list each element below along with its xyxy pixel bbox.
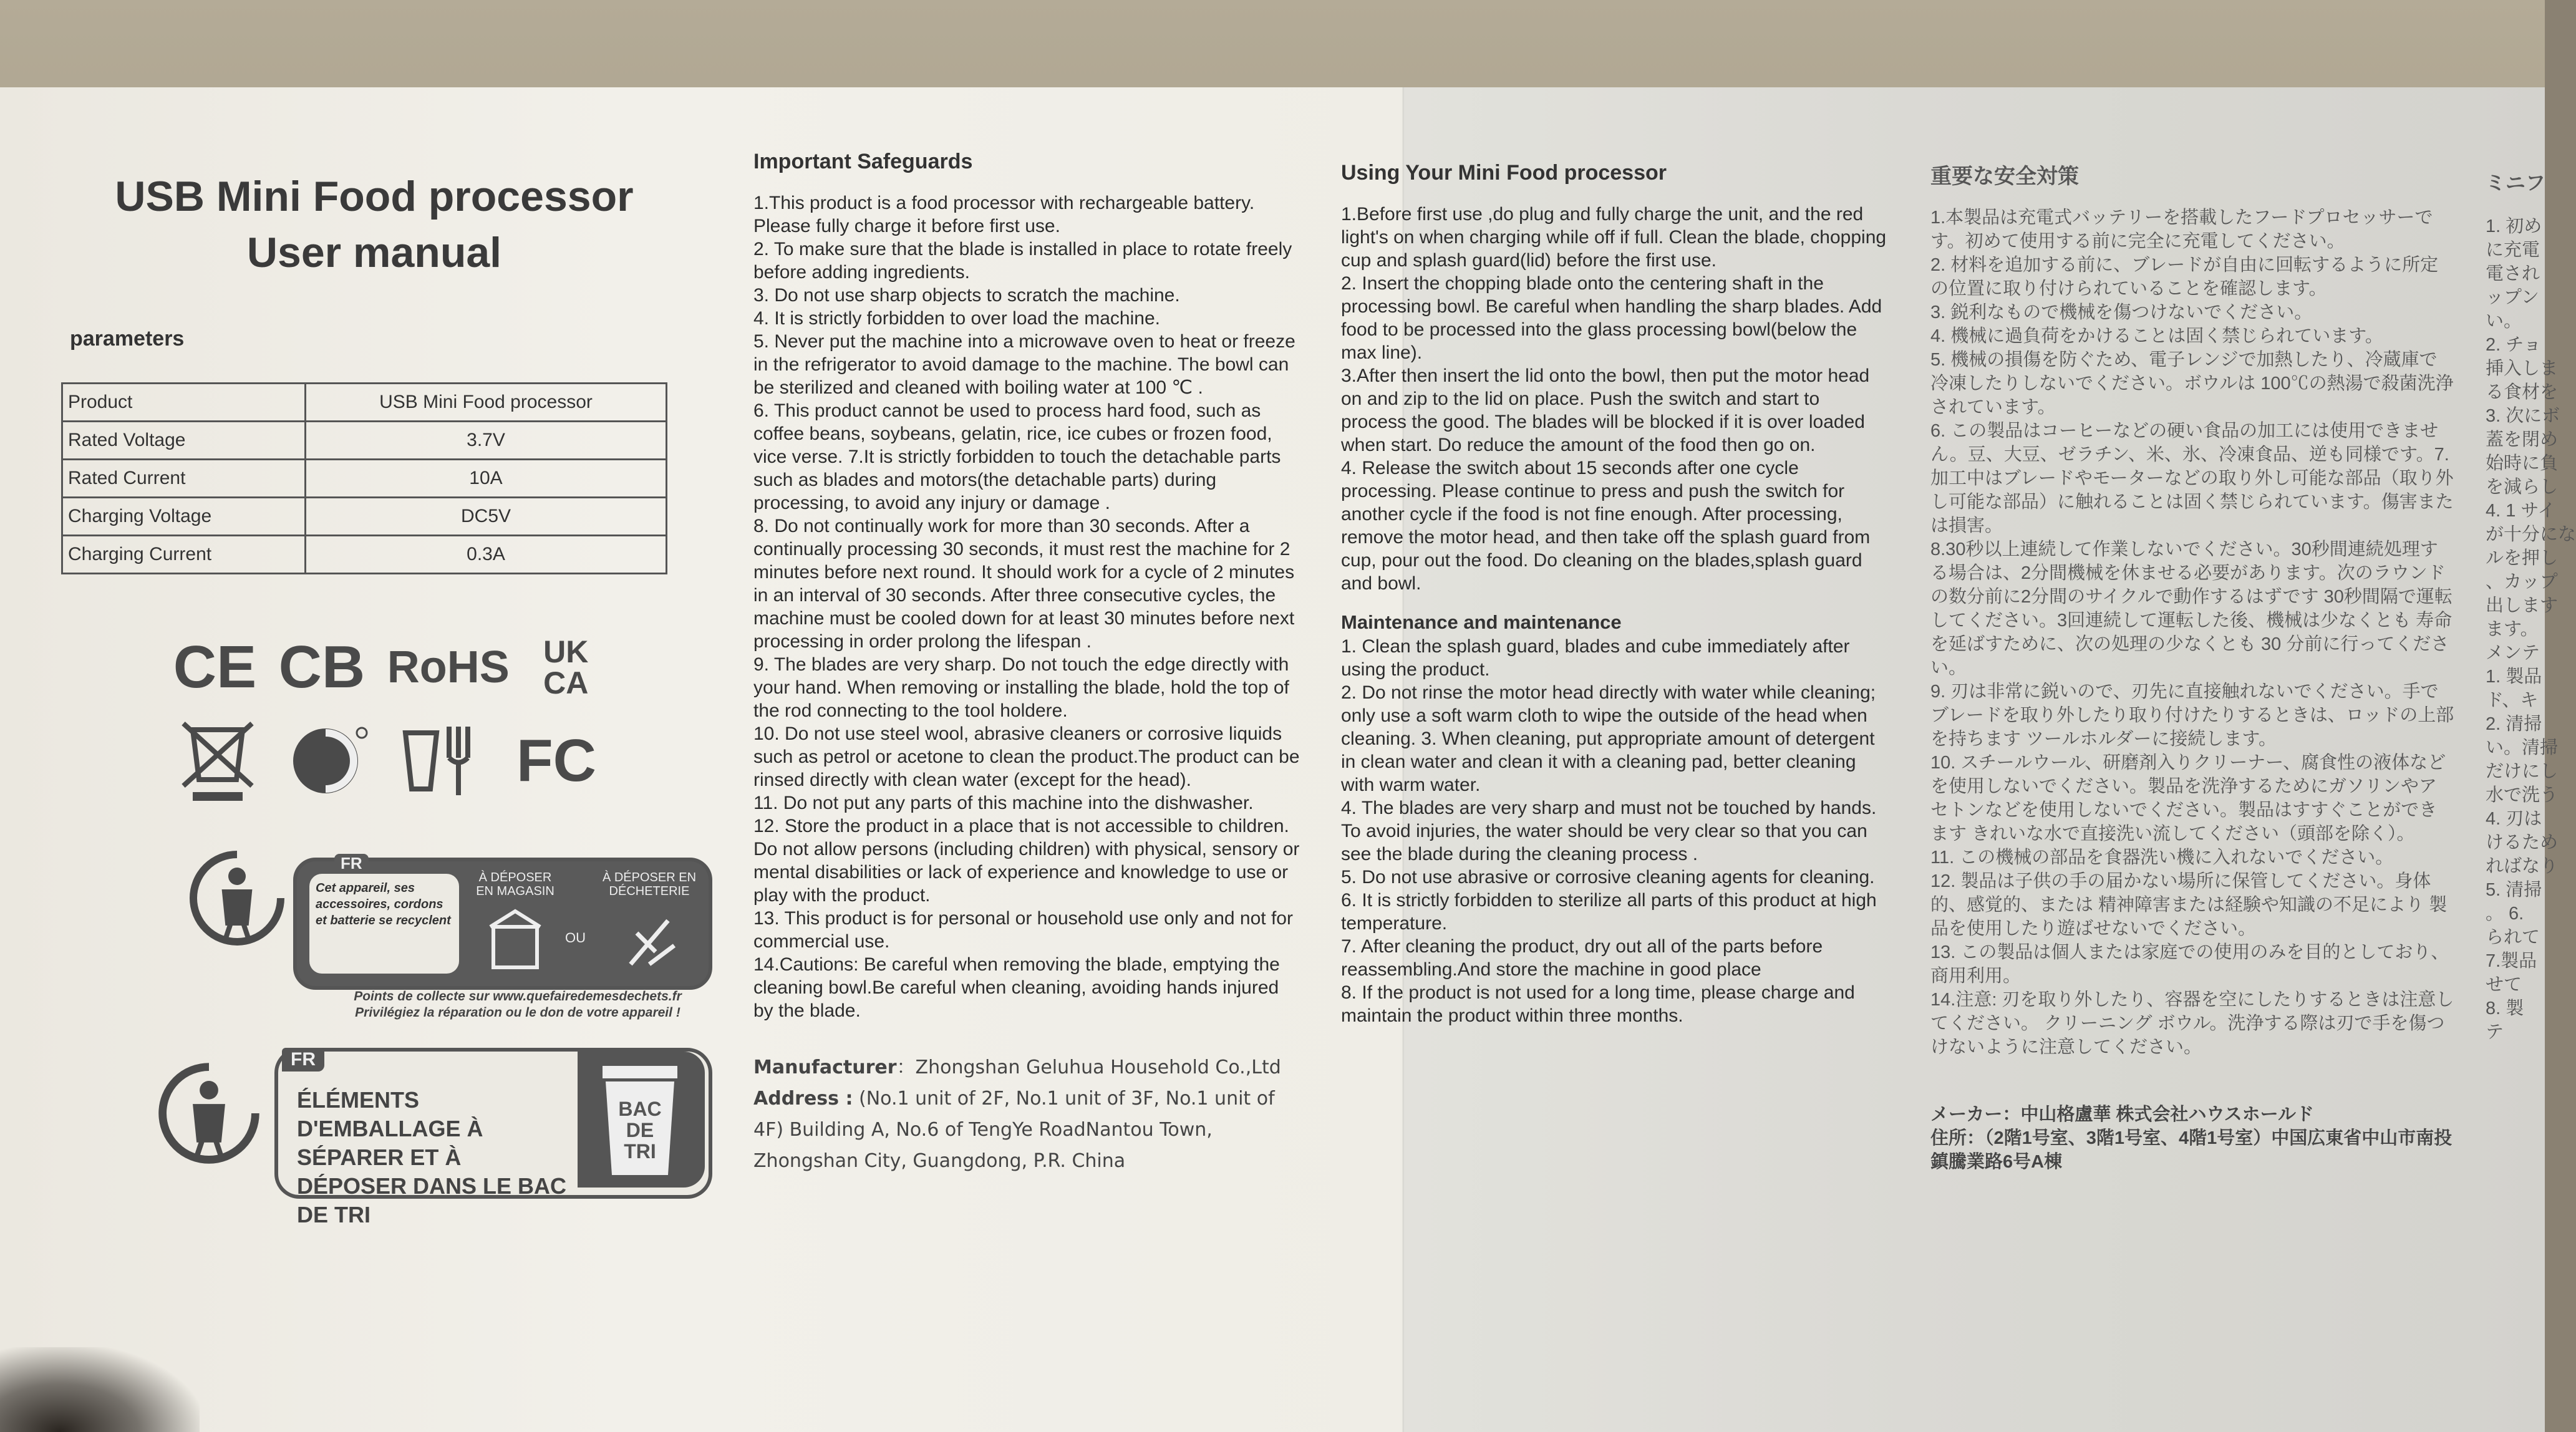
parameter-value: 3.7V <box>306 422 667 460</box>
japanese-manufacturer: メーカー：中山格盧華 株式会社ハウスホールド <box>1930 1105 2315 1125</box>
weee-bin-icon <box>177 717 258 805</box>
address-line <box>753 1083 1302 1177</box>
manufacturer-line <box>753 1052 1302 1083</box>
certification-marks-row-2 <box>162 717 611 805</box>
usage-item: 3.After then insert the lid onto the bowl, then put the motor head on and zip to the lid on place. Push the switch and start to process the good. The blades will be blocked if it is over loaded when start. Do reduce the amount of the food then go on. <box>1341 365 1870 455</box>
store-icon <box>487 908 543 970</box>
parameter-label: Rated Current <box>62 460 306 498</box>
parameter-label: Charging Current <box>62 536 306 574</box>
rohs-mark: RoHS <box>387 642 510 692</box>
safeguard-item: 3. Do not use sharp objects to scratch the machine. <box>753 285 1180 306</box>
japanese-partial-line: ド、キ <box>2486 690 2539 710</box>
safeguard-item: 1.This product is a food processor with rechargeable battery. Please fully charge it before first use. <box>753 193 1255 236</box>
safeguard-item: 9. The blades are very sharp. Do not touch the edge directly with your hand. When removing or installing the blade, hold the top of the rod connecting to the tool holdere. <box>753 654 1289 721</box>
triman-packaging-icon <box>156 1060 262 1166</box>
maintenance-item: 5. Do not use abrasive or corrosive cleaning agents for cleaning. 6. It is strictly forbidden to sterilize all parts of this product at high temperature. <box>1341 867 1877 934</box>
japanese-partial-line: る食材を <box>2486 382 2559 402</box>
safeguards-list <box>753 191 1302 1022</box>
or-label: OU <box>565 930 586 946</box>
ce-mark: CE <box>173 634 257 700</box>
japanese-heading: 重要な安全対策 <box>1930 164 2079 189</box>
japanese-partial-line: ます。 <box>2486 619 2539 639</box>
cb-mark: CB <box>278 634 366 700</box>
japanese-partial-line: 3. 次にボ <box>2486 406 2560 426</box>
japanese-item: 10. スチールウール、研磨剤入りクリーナー、腐食性の液体などを使用しないでください。製品を洗浄するためにガソリンやアセトンなどを使用しないでください。製品はすすぐことができます きれいな水で直接洗い流してください（頭部を除く）。 <box>1930 753 2446 844</box>
japanese-partial-line: られて <box>2486 927 2540 947</box>
recycle-text: Cet appareil, ses accessoires, cordons et batterie se recyclent <box>309 874 459 974</box>
certification-marks-row-1 <box>162 630 611 705</box>
dump-deposit-label: À DÉPOSER EN DÉCHETERIE <box>602 871 697 898</box>
japanese-item: 5. 機械の損傷を防ぐため、電子レンジで加熱したり、冷蔵庫で冷凍したりしないでください。ボウルは 100℃の熱湯で殺菌洗浄されています。 <box>1930 350 2454 417</box>
japanese-section <box>1930 159 2454 1174</box>
parameter-label: Rated Voltage <box>62 422 306 460</box>
manual-title <box>50 168 699 281</box>
packaging-text: ÉLÉMENTS D'EMBALLAGE À SÉPARER ET À DÉPOSER DANS LE BAC DE TRI <box>297 1087 567 1227</box>
store-deposit-label: À DÉPOSER EN MAGASIN <box>476 871 554 898</box>
safeguard-item: 13. This product is for personal or household use only and not for commercial use. <box>753 908 1293 952</box>
address-value: (No.1 unit of 2F, No.1 unit of 3F, No.1 unit of 4F) Building A, No.6 of TengYe RoadNantou Town, Zhongshan City, Guangdong, P.R. China <box>753 1088 1275 1172</box>
japanese-manufacturer-block <box>1930 1103 2454 1174</box>
japanese-partial-line: 蓋を閉め <box>2486 430 2559 450</box>
parameter-row <box>62 460 667 498</box>
japanese-partial-line: い。清掃 <box>2486 738 2559 758</box>
japanese-partial-line: を減らし <box>2486 477 2559 497</box>
japanese-partial-line: 2. チョ <box>2486 335 2542 355</box>
maintenance-item: 7. After cleaning the product, dry out all of the parts before reassembling.And store the machine in good place <box>1341 936 1823 980</box>
japanese-partial-line: が十分にな <box>2486 525 2576 544</box>
parameter-row <box>62 536 667 574</box>
japanese-partial-line: ルを押し <box>2486 548 2559 568</box>
usage-section <box>1341 161 1890 1027</box>
japanese-partial-heading: ミニフ <box>2486 172 2546 194</box>
maintenance-item: 8. If the product is not used for a long time, please charge and maintain the product within three months. <box>1341 982 1855 1026</box>
parameter-row <box>62 498 667 536</box>
safeguard-item: 8. Do not continually work for more than 30 seconds. After a continually processing 30 seconds, it must rest the machine for 2 minutes before next round. It should work for a cycle of 2 minutes in an interval of 30 seconds. After three consecutive cycles, the machine must be cooled down for at least 30 minutes before next processing in order prolong the lifespan . <box>753 516 1295 652</box>
japanese-item: 1.本製品は充電式バッテリーを搭載したフードプロセッサーです。初めて使用する前に完全に充電してください。 <box>1930 208 2433 251</box>
japanese-address: 住所：（2階1号室、3階1号室、4階1号室）中国広東省中山市南投鎮騰業路6号A棟 <box>1930 1128 2453 1172</box>
usage-item: 2. Insert the chopping blade onto the centering shaft in the processing bowl. Be careful when handling the sharp blades. Add food to be processed into the glass processing bowl(below the max line). <box>1341 273 1882 363</box>
green-dot-icon <box>288 720 369 801</box>
manufacturer-value: ：Zhongshan Geluhua Household Co.,Ltd <box>896 1057 1281 1078</box>
parameter-row <box>62 384 667 422</box>
japanese-partial-line: 5. 清掃 <box>2486 880 2542 900</box>
japanese-partial-line: 4. 1 サイ <box>2486 501 2556 521</box>
safeguard-item: 5. Never put the machine into a microwave oven to heat or freeze in the refrigerator to avoid damage to the machine. The bowl can be sterilized and cleaned with boiling water at 100 ℃ . <box>753 331 1295 398</box>
bin-label: BAC DE TRI <box>618 1098 662 1163</box>
parameter-label: Product <box>62 384 306 422</box>
japanese-partial-line: ップン <box>2486 288 2539 307</box>
japanese-item: 11. この機械の部品を食器洗い機に入れないでください。 <box>1930 848 2394 868</box>
japanese-item: 13. この製品は個人または家庭での使用のみを目的としており、 商用利用。 <box>1930 942 2449 986</box>
usage-item: 1.Before first use ,do plug and fully charge the unit, and the red light's on when charging while off if full. Clean the blade, chopping cup and splash guard(lid) before the first use. <box>1341 204 1887 271</box>
japanese-partial-line: 7.製品 <box>2486 951 2537 971</box>
usage-list <box>1341 203 1890 595</box>
food-safe-icon <box>399 720 487 801</box>
japanese-partial-line: 。 6. <box>2486 904 2524 924</box>
safeguard-item: 2. To make sure that the blade is installed in place to rotate freely before adding ingredients. <box>753 239 1292 283</box>
recycling-note: Points de collecte sur www.quefairedemesdechets.fr Privilégiez la réparation ou le don de votre appareil ! <box>354 989 682 1020</box>
fcc-mark: FC <box>516 727 596 794</box>
japanese-partial-list <box>2486 215 2576 1044</box>
safeguard-item: 10. Do not use steel wool, abrasive cleaners or corrosive liquids such as petrol or acetone to clean the product.The product can be rinsed directly with clean water (except for the head). <box>753 723 1300 790</box>
ukca-mark: UK CA <box>543 634 589 700</box>
safeguards-section <box>753 150 1302 1177</box>
japanese-partial-line: ればなり <box>2486 856 2559 876</box>
japanese-partial-section <box>2486 167 2576 1044</box>
maintenance-item: 1. Clean the splash guard, blades and cube immediately after using the product. <box>1341 636 1850 680</box>
fr-badge: FR <box>334 854 369 873</box>
safeguard-item: 4. It is strictly forbidden to over load the machine. <box>753 308 1160 329</box>
japanese-partial-line: けるため <box>2486 833 2559 853</box>
packaging-info-box <box>274 1048 712 1227</box>
bin-panel <box>578 1052 705 1188</box>
japanese-partial-line: だけにし <box>2486 762 2559 781</box>
parameter-value: 0.3A <box>306 536 667 574</box>
japanese-item: 4. 機械に過負荷をかけることは固く禁じられています。 <box>1930 326 2383 346</box>
japanese-partial-line: 、カップ <box>2486 572 2558 592</box>
japanese-partial-line: に充電 <box>2486 240 2540 260</box>
parameter-label: Charging Voltage <box>62 498 306 536</box>
japanese-partial-line: 1. 初め <box>2486 216 2542 236</box>
japanese-list <box>1930 206 2454 1059</box>
parameter-value: DC5V <box>306 498 667 536</box>
maintenance-item: 2. Do not rinse the motor head directly with water while cleaning; only use a soft warm cloth to wipe the outside of the head when cleaning. 3. When cleaning, put appropriate amount of detergent in clean water and clean it with a cleaning pad, better cleaning with warm water. <box>1341 682 1876 795</box>
safeguard-item: 6. This product cannot be used to process hard food, such as coffee beans, soybeans, gelatin, rice, ice cubes or frozen food, vice verse. 7.It is strictly forbidden to touch the detachable parts such as blades and motors(the detachable parts) during processing, to avoid any injury or damage . <box>753 400 1281 513</box>
parameter-value: USB Mini Food processor <box>306 384 667 422</box>
maintenance-item: 4. The blades are very sharp and must not be touched by hands. To avoid injuries, the water should be very clear so that you can see the blade during the cleaning process . <box>1341 798 1877 864</box>
dump-icon <box>618 908 680 970</box>
japanese-partial-line: 電され <box>2486 264 2540 284</box>
japanese-partial-line: テ <box>2486 1022 2504 1042</box>
japanese-partial-line: 水で洗う <box>2486 785 2559 805</box>
parameter-value: 10A <box>306 460 667 498</box>
japanese-item: 6. この製品はコーヒーなどの硬い食品の加工には使用できません。豆、大豆、ゼラチン、米、氷、冷凍食品、逆も同様です。7.加工中はブレードやモーターなどの取り外し可能な部品（取り外し可能な部品）に触れることは固く禁じられています。傷害または損害。 <box>1930 421 2454 536</box>
japanese-partial-line: 挿入しま <box>2486 359 2559 379</box>
title-line-1: USB Mini Food processor <box>115 173 634 220</box>
japanese-partial-line: 始時に負 <box>2486 453 2559 473</box>
safeguards-heading: Important Safeguards <box>753 150 973 173</box>
japanese-item: 14.注意: 刃を取り外したり、容器を空にしたりするときは注意してください。 クリーニング ボウル。洗浄する際は刃で手を傷つけないように注意してください。 <box>1930 990 2454 1057</box>
japanese-partial-line: メンテ <box>2486 643 2540 663</box>
triman-icon <box>187 848 287 948</box>
recycling-info-box <box>293 854 712 990</box>
shadow-overlay <box>0 1347 200 1432</box>
title-line-2: User manual <box>246 229 502 276</box>
safeguard-item: 14.Cautions: Be careful when removing the blade, emptying the cleaning bowl.Be careful when cleaning, avoiding hands injured by the blade. <box>753 954 1280 1021</box>
packaging-fr-badge: FR <box>282 1048 324 1072</box>
address-label: Address : <box>753 1088 853 1110</box>
parameters-table <box>61 382 667 574</box>
japanese-item: 12. 製品は子供の手の届かない場所に保管してください。身体的、感覚的、または 精神障害または経験や知識の不足により 製品を使用したり遊ばせないでください。 <box>1930 871 2448 939</box>
manufacturer-block <box>753 1052 1302 1177</box>
maintenance-heading: Maintenance and maintenance <box>1341 611 1622 633</box>
japanese-partial-line: 1. 製品 <box>2486 667 2542 687</box>
japanese-partial-line: せて <box>2486 975 2522 995</box>
japanese-partial-line: 8. 製 <box>2486 999 2524 1018</box>
parameter-row <box>62 422 667 460</box>
japanese-item: 9. 刃は非常に鋭いので、刃先に直接触れないでください。手でブレードを取り外したり取り付けたりするときは、ロッドの上部を持ちます ツールホルダーに接続します。 <box>1930 682 2454 749</box>
japanese-item: 2. 材料を追加する前に、ブレードが自由に回転するように所定の位置に取り付けられていることを確認します。 <box>1930 255 2439 299</box>
japanese-partial-line: い。 <box>2486 311 2522 331</box>
safeguard-item: 12. Store the product in a place that is not accessible to children. Do not allow persons (including children) with physical, sensory or mental disabilities or lack of experience and knowledge to use or play with the product. <box>753 816 1300 906</box>
japanese-partial-line: 2. 清掃 <box>2486 714 2542 734</box>
usage-item: 4. Release the switch about 15 seconds after one cycle processing. Please continue to press and push the switch for another cycle if the food is not fine enough. After processing, remove the motor head, and then take off the splash guard from cup, pour out the food. Do cleaning on the blades,splash guard and bowl. <box>1341 458 1871 594</box>
japanese-partial-line: 出します <box>2486 596 2559 616</box>
parameters-label: parameters <box>70 327 185 351</box>
japanese-item: 8.30秒以上連続して作業しないでください。30秒間連続処理する場合は、2分間機械を休ませる必要があります。次のラウンドの数分前に2分間のサイクルで動作するはずです 30秒間隔で運転してください。3回連続して運転した後、機械は少なくとも 寿命を延ばすために、次の処理の少なくとも 30 分前に行ってください。 <box>1930 539 2453 678</box>
japanese-partial-line: 4. 刃は <box>2486 809 2542 829</box>
manufacturer-label: Manufacturer <box>753 1057 897 1078</box>
safeguard-item: 11. Do not put any parts of this machine into the dishwasher. <box>753 793 1254 813</box>
maintenance-list <box>1341 635 1890 1027</box>
japanese-item: 3. 鋭利なもので機械を傷つけないでください。 <box>1930 302 2313 322</box>
usage-heading: Using Your Mini Food processor <box>1341 161 1667 185</box>
